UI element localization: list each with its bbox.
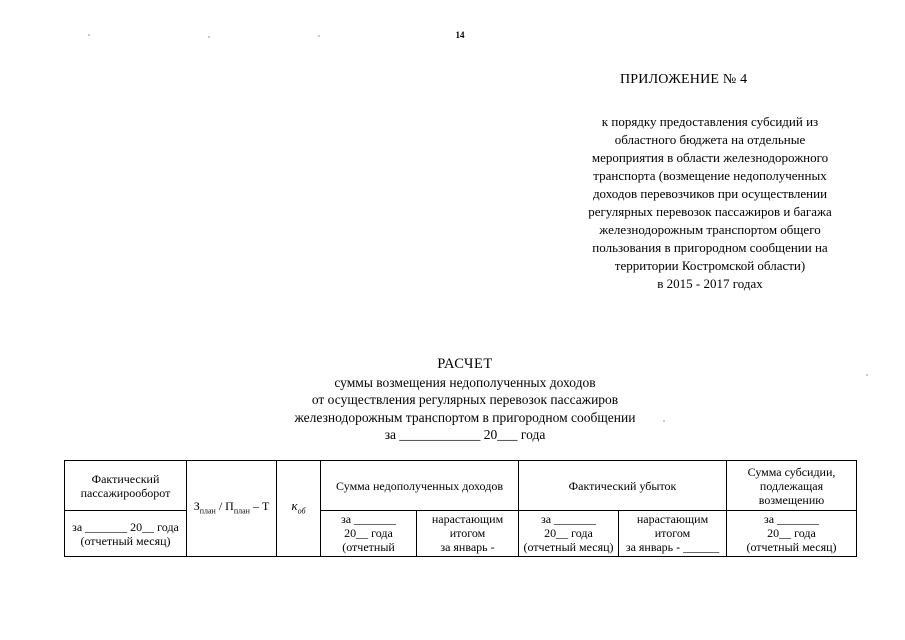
scan-speck [208,36,210,38]
appendix-line: к порядку предоставления субсидий из [601,114,819,129]
appendix-description [555,113,865,293]
subheader-subsidy-month [727,511,857,557]
cell-text: 20__ года [767,526,816,540]
appendix-line: в 2015 - 2017 годах [657,276,763,291]
formula-text: $З_{план} / П_{план}$ – Т [193,498,270,516]
cell-text: (отчетный месяц) [523,540,614,554]
cell-text: итогом [654,526,691,540]
heading-line: суммы возмещения недополученных доходов [334,374,596,390]
cell-text: (отчетный месяц) [80,533,171,548]
cell-text: 20__ года [344,526,393,540]
cell-text: за _______ 20__ года [72,519,179,534]
cell-text: нарастающим [636,512,709,526]
header-actual-loss: Фактический убыток [519,461,727,511]
appendix-line: пользования в пригородном сообщении на [592,240,828,255]
subheader-loss-month [519,511,619,557]
appendix-line: областного бюджета на отдельные [614,132,806,147]
appendix-line: железнодорожным транспортом общего [599,222,821,237]
cell-text: (отчетный [342,540,395,554]
scan-speck [663,420,665,422]
cell-text: за январь - ______ [625,540,720,554]
appendix-line: доходов перевозчиков при осуществлении [592,186,828,201]
header-k-coefficient [277,461,321,557]
header-passenger-turnover [65,461,187,511]
header-text: подлежащая [759,478,824,493]
cell-text: за _______ [763,512,820,526]
header-text: Фактический [91,471,160,486]
heading-period-line: за ____________ 20___ года [384,427,546,442]
scan-speck [88,34,90,36]
subheader-lost-income-cumulative [417,511,519,557]
header-lost-income: Сумма недополученных доходов [321,461,519,511]
subheader-loss-cumulative [619,511,727,557]
header-text: пассажирооборот [80,485,171,500]
cell-text: 20__ года [544,526,593,540]
cell-text: за _______ [540,512,597,526]
heading-line: железнодорожным транспортом в пригородном сообщении [294,409,636,425]
subheader-turnover-month [65,511,187,557]
appendix-title: ПРИЛОЖЕНИЕ № 4 [620,72,748,87]
scan-speck [866,374,868,376]
appendix-line: мероприятия в области железнодорожного [591,150,829,165]
appendix-line: транспорта (возмещение недополученных [593,168,827,183]
page-number: 14 [455,30,465,40]
cell-text: (отчетный месяц) [746,540,837,554]
cell-text: нарастающим [431,512,504,526]
document-heading [230,356,700,444]
header-text: возмещению [758,492,825,507]
cell-text: за январь - [440,540,495,554]
appendix-line: территории Костромской области) [614,258,806,273]
header-subsidy [727,461,857,511]
heading-line: от осуществления регулярных перевозок пассажиров [311,392,619,407]
header-text: Сумма субсидии, [747,464,836,479]
document-title: РАСЧЕТ [437,356,493,372]
k-coefficient-symbol: $к_{об}$ [291,497,306,516]
header-formula [187,461,277,557]
appendix-line: регулярных перевозок пассажиров и багажа [588,204,832,219]
scan-speck [318,35,320,37]
subheader-lost-income-month [321,511,417,557]
cell-text: за _______ [340,512,397,526]
calculation-table [64,460,857,557]
cell-text: итогом [449,526,486,540]
